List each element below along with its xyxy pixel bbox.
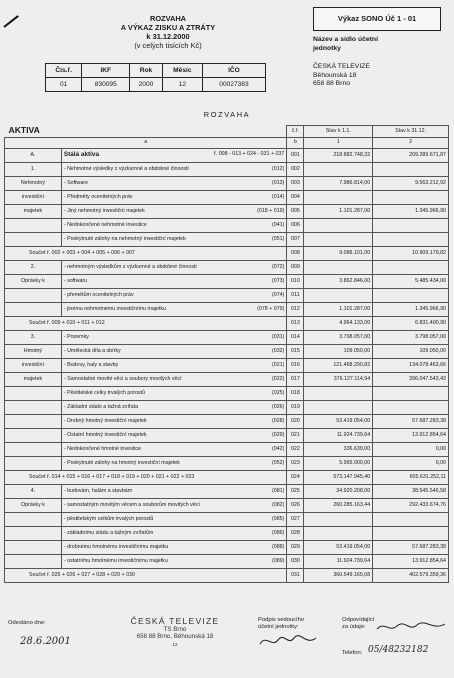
- row-account-code: (029): [272, 431, 285, 438]
- row-value-start: 109.050,00: [304, 344, 373, 358]
- row-value-start: [304, 400, 373, 414]
- row-label: - Poskytnuté zálohy na nehmotný investiční majetek: [63, 235, 186, 242]
- row-value-start: 260.285.163,44: [304, 498, 373, 512]
- table-row: [5, 428, 449, 442]
- row-value-end: [373, 162, 449, 176]
- row-group: majetek: [5, 204, 62, 218]
- row-value-start: [304, 386, 373, 400]
- row-account-code: (025): [272, 389, 285, 396]
- row-value-start: 9.088.101,00: [304, 246, 373, 260]
- row-group: 4.: [5, 484, 62, 498]
- row-label: - Nedokončené hmotné investice: [63, 445, 141, 452]
- row-label-cell: [61, 204, 287, 218]
- ident-header-cell: IČO: [202, 64, 265, 78]
- row-number: 021: [287, 428, 304, 442]
- row-number: 004: [287, 190, 304, 204]
- ident-header-cell: IKF: [82, 64, 130, 78]
- row-value-end: 1.345.966,90: [373, 302, 449, 316]
- table-row: [5, 190, 449, 204]
- row-label: - budovám, halám a stavbám: [63, 487, 133, 494]
- row-value-start: [304, 162, 373, 176]
- entity-address: [313, 63, 443, 89]
- title-units: (v celých tisících Kč): [134, 41, 202, 50]
- row-number: 015: [287, 344, 304, 358]
- company-stamp: [115, 618, 235, 648]
- ident-header-cell: Měsíc: [162, 64, 202, 78]
- row-account-code: (032): [272, 347, 285, 354]
- row-label-cell: [61, 162, 287, 176]
- row-value-start: [304, 288, 373, 302]
- row-label-cell: [61, 274, 287, 288]
- table-row: [5, 540, 449, 554]
- row-value-start: 53.419.054,00: [304, 540, 373, 554]
- row-label: - pěstitelským celkům trvalých porostů: [63, 515, 154, 522]
- title-rozvaha: ROZVAHA: [150, 14, 186, 23]
- row-value-start: 573.147.945,40: [304, 470, 373, 484]
- row-account-code: (082): [272, 501, 285, 508]
- row-account-code: (081): [272, 487, 285, 494]
- row-number: 005: [287, 204, 304, 218]
- row-group: Nehmotný: [5, 176, 62, 190]
- row-number: 028: [287, 526, 304, 540]
- row-account-code: (072): [272, 263, 285, 270]
- ident-value-cell: 00027383: [202, 78, 265, 92]
- row-account-code: (031): [272, 333, 285, 340]
- row-label: - Software: [63, 179, 88, 186]
- row-label: Součet ř. 014 + 015 + 016 + 017 + 018 + 019 + 020 + 021 + 022 + 023: [5, 470, 287, 484]
- row-label: - Předměty ocenitelných práv: [63, 193, 133, 200]
- row-value-start: 121.468.290,82: [304, 358, 373, 372]
- row-label-cell: [61, 176, 287, 190]
- row-group: majetek: [5, 372, 62, 386]
- table-row: [5, 512, 449, 526]
- table-row: [5, 442, 449, 456]
- row-group: [5, 288, 62, 302]
- responsible-label-line1: Odpovídající: [342, 617, 375, 623]
- row-label: - ostatnímu hmotnému investičnímu majetku: [63, 557, 168, 564]
- company-name: ČESKÁ TELEVIZE: [313, 63, 370, 70]
- sign-label-line2: účetní jednotky:: [258, 624, 299, 630]
- row-number: 030: [287, 554, 304, 568]
- sent-label: Odesláno dne:: [8, 620, 46, 626]
- row-account-code: (052): [272, 459, 285, 466]
- section-title: AKTIVA: [8, 125, 40, 135]
- row-number: 029: [287, 540, 304, 554]
- row-group: investiční: [5, 358, 62, 372]
- sum-row: [5, 470, 449, 484]
- table-row: [5, 162, 449, 176]
- row-group: Oprávky k: [5, 498, 62, 512]
- row-number: 020: [287, 414, 304, 428]
- row-number: 002: [287, 162, 304, 176]
- row-group: Hmotný: [5, 344, 62, 358]
- row-group: 1.: [5, 162, 62, 176]
- row-value-start: 11.924.739,64: [304, 554, 373, 568]
- row-account-code: (028): [272, 417, 285, 424]
- row-account-code: (085): [272, 515, 285, 522]
- row-value-end: [373, 232, 449, 246]
- row-label: Součet ř. 002 + 003 + 004 + 005 + 006 + 007: [5, 246, 287, 260]
- row-value-end: [373, 386, 449, 400]
- row-value-end: 9.563.212,92: [373, 176, 449, 190]
- table-row: [5, 330, 449, 344]
- row-label-cell: [61, 218, 287, 232]
- row-label: - Nehmotné výsledky z výzkumné a obdobné činnosti: [63, 165, 189, 172]
- row-value-start: 34.920.208,00: [304, 484, 373, 498]
- row-account-code: (073): [272, 277, 285, 284]
- row-number: 017: [287, 372, 304, 386]
- table-row: [5, 526, 449, 540]
- row-label: - softwaru: [63, 277, 88, 284]
- row-value-end: [373, 512, 449, 526]
- table-row: [5, 484, 449, 498]
- balance-table: [4, 125, 449, 583]
- row-value-start: 53.419.054,00: [304, 414, 373, 428]
- title-vykaz: A VÝKAZ ZISKU A ZTRÁTY: [120, 23, 216, 32]
- row-account-code: (042): [272, 445, 285, 452]
- row-value-start: [304, 260, 373, 274]
- row-value-end: 38.545.546,58: [373, 484, 449, 498]
- row-label-cell: [61, 526, 287, 540]
- stamp-name: ČESKÁ TELEVIZE: [130, 616, 220, 626]
- phone-value: 05/48232182: [368, 645, 429, 655]
- row-value-end: 605.631.252,11: [373, 470, 449, 484]
- row-value-end: 13.912.854,64: [373, 554, 449, 568]
- row-value-end: [373, 218, 449, 232]
- row-number: 010: [287, 274, 304, 288]
- ident-value-cell: 830095: [82, 78, 130, 92]
- table-row: [5, 414, 449, 428]
- table-row: [5, 288, 449, 302]
- row-value-start: 376.127.114,94: [304, 372, 373, 386]
- row-value-end: 3.798.057,00: [373, 330, 449, 344]
- table-row: [5, 358, 449, 372]
- ident-value-cell: 01: [46, 78, 82, 92]
- document-header: [98, 14, 238, 50]
- row-group: [5, 414, 62, 428]
- table-row: [5, 456, 449, 470]
- row-value-end: 396.047.543,43: [373, 372, 449, 386]
- row-number: 011: [287, 288, 304, 302]
- row-value-end: 402.579.359,36: [373, 568, 449, 582]
- row-account-code: (018 + 019): [257, 207, 285, 214]
- section-subtitle: ROZVAHA: [203, 110, 251, 119]
- stamp-sub: TS Brno: [163, 625, 187, 633]
- row-value-end: 209.289.671,87: [373, 148, 449, 162]
- row-label-cell: [61, 344, 287, 358]
- row-value-start: 4.964.133,00: [304, 316, 373, 330]
- row-group: [5, 456, 62, 470]
- row-label-cell: [61, 386, 287, 400]
- row-number: 018: [287, 386, 304, 400]
- row-value-end: 134.078.463,66: [373, 358, 449, 372]
- entity-label-line1: Název a sídlo účetní: [313, 36, 378, 43]
- table-row: [5, 302, 449, 316]
- row-account-code: (086): [272, 529, 285, 536]
- row-account-code: (022): [272, 375, 285, 382]
- row-group: investiční: [5, 190, 62, 204]
- sign-label: [258, 617, 304, 631]
- row-group: [5, 386, 62, 400]
- row-value-end: 6.831.400,90: [373, 316, 449, 330]
- responsible-signature: [375, 620, 447, 634]
- row-label: Stálá aktiva: [63, 151, 100, 158]
- table-row: [5, 554, 449, 568]
- row-account-code: (041): [272, 221, 285, 228]
- row-label-cell: [61, 400, 287, 414]
- row-group: [5, 512, 62, 526]
- table-row: [5, 498, 449, 512]
- row-label: - přemětům ocenitelných práv: [63, 291, 134, 298]
- row-value-start: [304, 526, 373, 540]
- row-value-end: 5.485.434,00: [373, 274, 449, 288]
- row-label: - Jiný nehmotný investiční majetek: [63, 207, 145, 214]
- row-label-cell: [61, 554, 287, 568]
- row-label-cell: [61, 330, 287, 344]
- row-label-cell: [61, 414, 287, 428]
- row-label: - Drobný hmotný investiční majetek: [63, 417, 147, 424]
- row-label: - samostatným movitým věcem a souborům movitých věcí: [63, 501, 200, 508]
- row-number: 009: [287, 260, 304, 274]
- col-header-cr: č.ř.: [287, 126, 304, 138]
- row-value-start: 218.882.748,32: [304, 148, 373, 162]
- row-value-start: [304, 232, 373, 246]
- row-account-code: (012): [272, 165, 285, 172]
- row-value-start: 360.549.165,08: [304, 568, 373, 582]
- row-value-start: 3.862.846,00: [304, 274, 373, 288]
- table-row: [5, 344, 449, 358]
- row-number: 019: [287, 400, 304, 414]
- row-value-end: 57.687.283,38: [373, 540, 449, 554]
- sign-label-line1: Podpis vedoucího: [258, 617, 305, 623]
- row-label: Součet ř. 025 + 026 + 027 + 028 + 029 + 030: [5, 568, 287, 582]
- stamp-address: 658 88 Brno, Běhounská 18: [136, 633, 214, 640]
- row-value-end: [373, 526, 449, 540]
- company-city: 658 88 Brno: [313, 80, 351, 87]
- row-number: 006: [287, 218, 304, 232]
- row-label: - nehmotným výsledkům z výzkumné a obdobné činnosti: [63, 263, 197, 270]
- row-number: 031: [287, 568, 304, 582]
- row-value-end: 0,00: [373, 442, 449, 456]
- table-row: [5, 218, 449, 232]
- pen-mark: [3, 15, 18, 28]
- sum-row: [5, 246, 449, 260]
- row-label: - jinému nehmotnému investičnímu majetku: [63, 305, 167, 312]
- sum-row: [5, 316, 449, 330]
- table-row: [5, 176, 449, 190]
- manager-signature: [258, 632, 318, 650]
- row-label: - Ostatní hmotný investiční majetek: [63, 431, 147, 438]
- row-group: A.: [5, 148, 62, 162]
- row-account-code: (021): [272, 361, 285, 368]
- row-value-end: 0,00: [373, 456, 449, 470]
- col-header-2: 2: [373, 137, 449, 148]
- row-label-cell: [61, 372, 287, 386]
- row-group: 2.: [5, 260, 62, 274]
- row-label: - drobnému hmotnému investičnímu majetku: [63, 543, 169, 550]
- row-value-end: [373, 190, 449, 204]
- row-value-end: [373, 400, 449, 414]
- row-value-start: 1.101.287,00: [304, 204, 373, 218]
- row-group: Oprávky k: [5, 274, 62, 288]
- row-label-cell: [61, 428, 287, 442]
- row-label-cell: [61, 148, 287, 162]
- row-value-start: [304, 512, 373, 526]
- row-value-start: 1.101.287,00: [304, 302, 373, 316]
- row-account-code: (014): [272, 193, 285, 200]
- row-group: [5, 428, 62, 442]
- row-label-cell: [61, 442, 287, 456]
- ident-header-cell: Rok: [130, 64, 163, 78]
- ident-header-cell: Čís.ř.: [46, 64, 82, 78]
- row-label: - Pěstitelské celky trvalých porostů: [63, 389, 146, 396]
- row-account-code: (013): [272, 179, 285, 186]
- row-value-start: 11.924.739,64: [304, 428, 373, 442]
- row-number: 014: [287, 330, 304, 344]
- ident-value-cell: 12: [162, 78, 202, 92]
- entity-label: [313, 36, 443, 53]
- row-number: 024: [287, 470, 304, 484]
- table-row: [5, 260, 449, 274]
- table-row: [5, 148, 449, 162]
- row-label: Součet ř. 009 + 010 + 011 + 012: [5, 316, 287, 330]
- row-group: [5, 554, 62, 568]
- row-value-end: 1.345.966,90: [373, 204, 449, 218]
- company-street: Běhounská 18: [313, 71, 357, 79]
- col-header-a: a: [5, 137, 287, 148]
- row-label-cell: [61, 232, 287, 246]
- table-row: [5, 204, 449, 218]
- row-value-end: 13.912.854,64: [373, 428, 449, 442]
- row-label: - Umělecká díla a sbírky: [63, 347, 121, 354]
- row-label-cell: [61, 540, 287, 554]
- col-header-stav-end: Stav k 31.12.: [373, 126, 449, 138]
- row-value-end: 57.687.283,38: [373, 414, 449, 428]
- row-number: 016: [287, 358, 304, 372]
- row-label: - základnímu stádu a tažným zvířatům: [63, 529, 154, 536]
- row-value-end: [373, 260, 449, 274]
- row-account-code: (051): [272, 235, 285, 242]
- row-number: 026: [287, 498, 304, 512]
- row-label-cell: [61, 288, 287, 302]
- row-value-start: 336.639,00: [304, 442, 373, 456]
- row-label-cell: [61, 456, 287, 470]
- row-account-code: (074): [272, 291, 285, 298]
- row-value-end: [373, 288, 449, 302]
- row-value-start: [304, 190, 373, 204]
- row-group: [5, 218, 62, 232]
- row-label-cell: [61, 302, 287, 316]
- table-row: [5, 386, 449, 400]
- row-value-start: 5.965.000,00: [304, 456, 373, 470]
- row-label-cell: [61, 260, 287, 274]
- sent-date: 28.6.2001: [20, 636, 71, 647]
- entity-label-line2: jednotky: [313, 44, 341, 52]
- title-date: k 31.12.2000: [146, 32, 190, 41]
- row-label: - Poskytnuté zálohy na hmotný investiční majetek: [63, 459, 180, 466]
- row-label-cell: [61, 484, 287, 498]
- form-code-box: Výkaz SONO Úč 1 - 01: [313, 7, 441, 31]
- row-number: 001: [287, 148, 304, 162]
- row-number: 008: [287, 246, 304, 260]
- row-value-end: 109.050,00: [373, 344, 449, 358]
- row-group: [5, 400, 62, 414]
- row-account-code: (026): [272, 403, 285, 410]
- row-number: 027: [287, 512, 304, 526]
- table-row: [5, 232, 449, 246]
- row-value-start: 3.798.057,00: [304, 330, 373, 344]
- row-group: [5, 232, 62, 246]
- row-group: [5, 526, 62, 540]
- identification-table: [45, 63, 266, 92]
- row-number: 013: [287, 316, 304, 330]
- row-group: 3.: [5, 330, 62, 344]
- row-label: - Budovy, haly a stavby: [63, 361, 119, 368]
- row-value-end: 292.433.674,76: [373, 498, 449, 512]
- table-row: [5, 274, 449, 288]
- col-header-b: b: [287, 137, 304, 148]
- responsible-label-line2: za údaje:: [342, 624, 366, 630]
- responsible-label: [342, 617, 375, 631]
- stamp-number: 12: [172, 641, 178, 647]
- row-label: - Samostatné movité věci a soubory movitých věcí: [63, 375, 182, 382]
- row-number: 012: [287, 302, 304, 316]
- row-label: - Pozemky: [63, 333, 89, 340]
- table-row: [5, 372, 449, 386]
- row-label: - Nedokončené nehmotné investice: [63, 221, 147, 228]
- row-value-start: 7.986.814,00: [304, 176, 373, 190]
- row-number: 007: [287, 232, 304, 246]
- row-value-start: [304, 218, 373, 232]
- row-number: 025: [287, 484, 304, 498]
- row-group: [5, 302, 62, 316]
- row-label: - Základní stádo a tažná zvířata: [63, 403, 139, 410]
- row-label-cell: [61, 190, 287, 204]
- ident-value-cell: 2000: [130, 78, 163, 92]
- row-label-cell: [61, 498, 287, 512]
- row-group: [5, 540, 62, 554]
- table-row: [5, 400, 449, 414]
- row-value-end: 10.909.179,82: [373, 246, 449, 260]
- sum-row: [5, 568, 449, 582]
- row-group: [5, 442, 62, 456]
- row-account-code: ř. 008 - 013 + 024 - 031 + 037: [214, 151, 285, 157]
- col-header-stav-start: Stav k 1.1.: [304, 126, 373, 138]
- row-account-code: (089): [272, 557, 285, 564]
- row-number: 023: [287, 456, 304, 470]
- row-account-code: (088): [272, 543, 285, 550]
- row-label-cell: [61, 512, 287, 526]
- phone-label: Telefon:: [342, 650, 363, 656]
- col-header-1: 1: [304, 137, 373, 148]
- row-number: 003: [287, 176, 304, 190]
- row-label-cell: [61, 358, 287, 372]
- row-account-code: (078 + 079): [257, 305, 285, 312]
- row-number: 022: [287, 442, 304, 456]
